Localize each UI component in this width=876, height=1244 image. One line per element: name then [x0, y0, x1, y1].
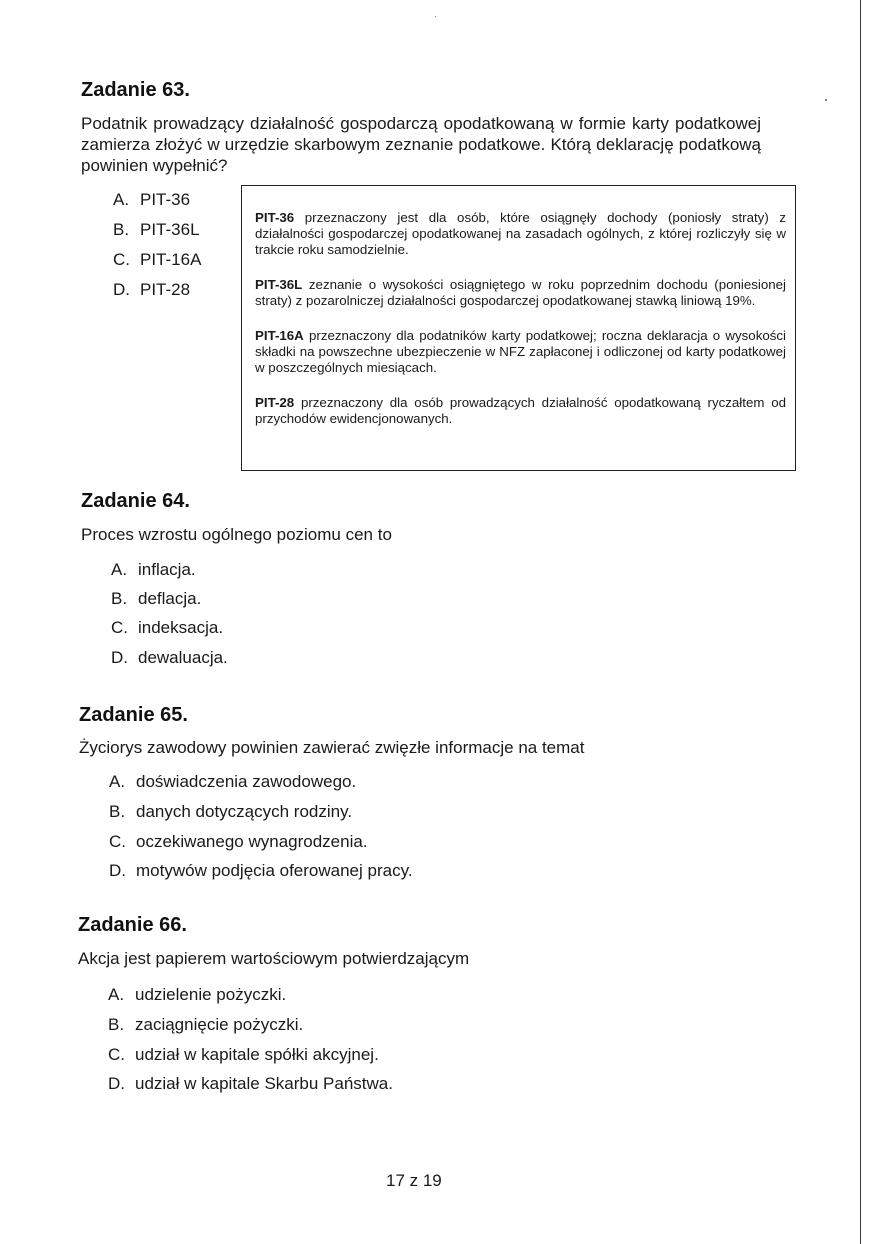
question-title: Zadanie 63. — [81, 79, 190, 101]
option-text: motywów podjęcia oferowanej pracy. — [136, 861, 413, 880]
info-description: przeznaczony jest dla osób, które osiągnęły dochody (poniosły straty) z działalności gospodarczej opodatkowanej na zasadach ogólnych, z której rozliczyły się w trakcie roku samodzielnie. — [255, 210, 786, 257]
scan-speck — [435, 16, 436, 17]
info-entry-pit-28 — [255, 395, 786, 427]
option-a — [111, 560, 196, 580]
option-c — [109, 832, 368, 852]
option-letter: A. — [109, 772, 126, 791]
option-letter: D. — [109, 861, 126, 880]
option-text: udział w kapitale spółki akcyjnej. — [135, 1045, 379, 1064]
option-c — [108, 1045, 379, 1065]
question-text: Akcja jest papierem wartościowym potwierdzającym — [78, 949, 470, 968]
option-text: deflacja. — [138, 589, 202, 608]
info-term: PIT-28 — [255, 395, 295, 410]
option-letter: D. — [108, 1074, 125, 1093]
question-title: Zadanie 64. — [81, 490, 190, 512]
option-b — [111, 589, 201, 609]
info-term: PIT-16A — [255, 328, 304, 343]
scan-edge-line — [860, 0, 861, 1244]
info-description: przeznaczony dla podatników karty podatkowej; roczna deklaracja o wysokości składki na powszechne ubezpieczenie w NFZ zapłaconej i odliczonej od karty podatkowej w poszczególnych miesiącach. — [255, 328, 786, 375]
option-d — [111, 648, 228, 668]
info-entry-pit-36l — [255, 277, 786, 309]
option-letter: A. — [108, 985, 125, 1004]
option-text: zaciągnięcie pożyczki. — [135, 1015, 304, 1034]
option-text: udział w kapitale Skarbu Państwa. — [135, 1074, 393, 1093]
option-text: oczekiwanego wynagrodzenia. — [136, 832, 368, 851]
info-term: PIT-36 — [255, 210, 295, 225]
question-text: Życiorys zawodowy powinien zawierać zwięzłe informacje na temat — [79, 738, 585, 757]
option-c — [111, 618, 223, 638]
info-entry-pit-36 — [255, 210, 786, 258]
option-c — [113, 250, 201, 270]
info-term: PIT-36L — [255, 277, 303, 292]
option-text: PIT-36L — [140, 220, 200, 239]
option-letter: C. — [113, 250, 130, 269]
option-text: PIT-36 — [140, 190, 191, 209]
info-description: przeznaczony dla osób prowadzących działalność opodatkowaną ryczałtem od przychodów ewidencjonowanych. — [255, 395, 786, 426]
info-description: zeznanie o wysokości osiągniętego w roku poprzednim dochodu (poniesionej straty) z pozarolniczej działalności gospodarczej opodatkowanej stawką liniową 19%. — [255, 277, 786, 308]
info-entry-pit-16a — [255, 328, 786, 376]
option-a — [113, 190, 190, 210]
option-letter: C. — [108, 1045, 125, 1064]
option-d — [109, 861, 413, 881]
scan-speck — [825, 99, 827, 101]
pit-info-box — [241, 185, 796, 471]
option-text: indeksacja. — [138, 618, 224, 637]
question-text: Podatnik prowadzący działalność gospodarczą opodatkowaną w formie karty podatkowej zamierza złożyć w urzędzie skarbowym zeznanie podatkowe. Którą deklarację podatkową powinien wypełnić? — [81, 114, 761, 175]
option-text: PIT-28 — [140, 280, 191, 299]
option-b — [113, 220, 200, 240]
option-d — [113, 280, 190, 300]
option-b — [109, 802, 352, 822]
option-letter: D. — [111, 648, 128, 667]
option-letter: B. — [108, 1015, 125, 1034]
question-title: Zadanie 65. — [79, 704, 188, 726]
option-a — [108, 985, 286, 1005]
option-a — [109, 772, 356, 792]
option-letter: C. — [111, 618, 128, 637]
option-letter: C. — [109, 832, 126, 851]
option-letter: B. — [113, 220, 130, 239]
option-text: inflacja. — [138, 560, 196, 579]
option-text: dewaluacja. — [138, 648, 228, 667]
option-letter: B. — [109, 802, 126, 821]
option-d — [108, 1074, 393, 1094]
option-letter: A. — [113, 190, 130, 209]
option-letter: D. — [113, 280, 130, 299]
option-text: doświadczenia zawodowego. — [136, 772, 357, 791]
question-text: Proces wzrostu ogólnego poziomu cen to — [81, 525, 392, 544]
page-number: 17 z 19 — [386, 1171, 442, 1190]
option-text: danych dotyczących rodziny. — [136, 802, 353, 821]
option-letter: A. — [111, 560, 128, 579]
option-letter: B. — [111, 589, 128, 608]
option-text: PIT-16A — [140, 250, 202, 269]
option-b — [108, 1015, 303, 1035]
question-title: Zadanie 66. — [78, 914, 187, 936]
option-text: udzielenie pożyczki. — [135, 985, 287, 1004]
